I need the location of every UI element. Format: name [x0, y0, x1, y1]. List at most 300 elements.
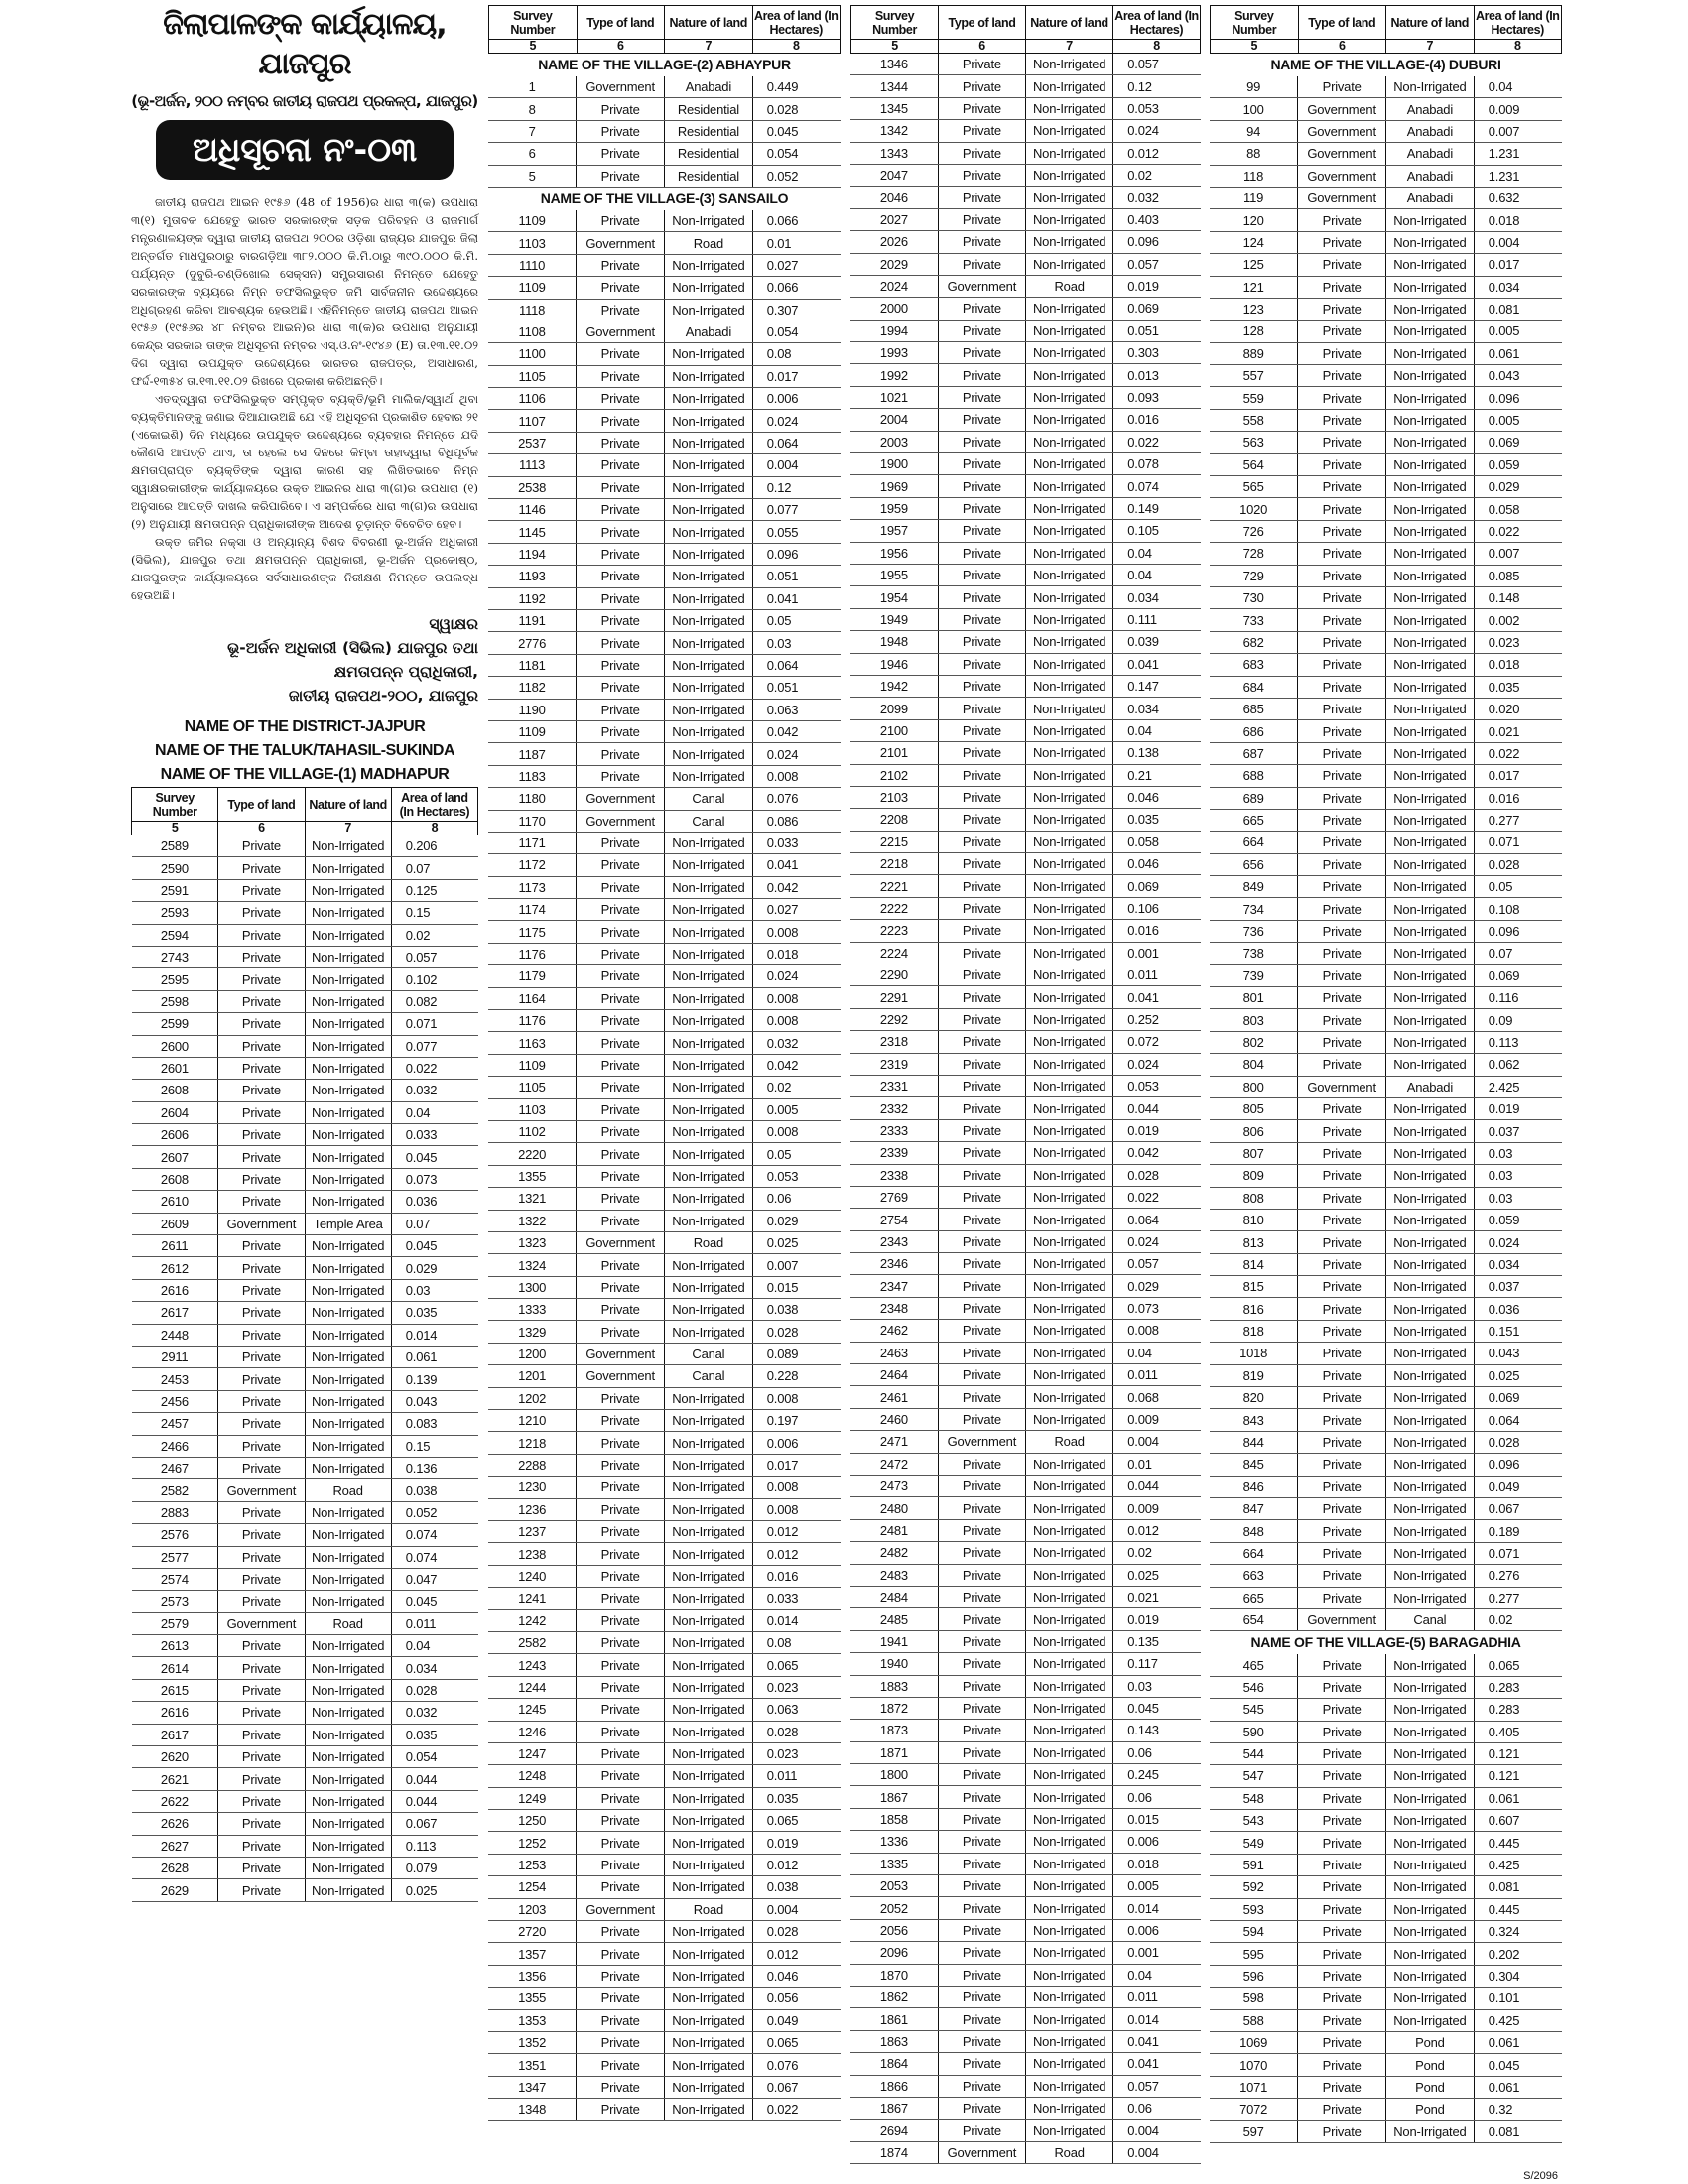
land-area-cell: 0.277 — [1474, 1587, 1562, 1608]
land-type-cell: Private — [1298, 1676, 1386, 1698]
survey-number-cell: 1175 — [488, 921, 577, 943]
land-type-cell: Government — [577, 788, 665, 810]
land-type-cell: Private — [1298, 543, 1386, 565]
land-nature-cell: Non-Irrigated — [1386, 1765, 1475, 1787]
table-row — [132, 902, 478, 924]
land-area-cell: 0.025 — [1474, 1364, 1562, 1386]
land-area-cell: 0.045 — [391, 1235, 477, 1257]
land-type-cell: Private — [577, 832, 665, 853]
table-row — [850, 1853, 1201, 1874]
land-type-cell: Private — [577, 987, 665, 1009]
land-nature-cell: Non-Irrigated — [1026, 342, 1113, 364]
survey-number-cell: 2582 — [488, 1631, 577, 1653]
survey-number-cell: 664 — [1210, 832, 1298, 853]
table-row — [488, 454, 841, 476]
land-nature-cell: Non-Irrigated — [1386, 1721, 1475, 1742]
land-nature-cell: Non-Irrigated — [1386, 1209, 1475, 1230]
footer-code: S/2096 — [1523, 2170, 1558, 2182]
land-nature-cell: Non-Irrigated — [665, 699, 753, 720]
land-type-cell: Private — [938, 1142, 1025, 1164]
table-row — [488, 1054, 841, 1076]
table-row — [1210, 765, 1562, 787]
land-nature-cell: Non-Irrigated — [1026, 1831, 1113, 1853]
survey-number-cell: 1352 — [488, 2031, 577, 2053]
land-area-cell: 0.019 — [1113, 1119, 1201, 1141]
survey-number-cell: 846 — [1210, 1476, 1298, 1497]
land-area-cell: 0.054 — [752, 321, 841, 342]
table-row — [1210, 1142, 1562, 1164]
table-row — [132, 1768, 478, 1790]
survey-number-cell: 2480 — [850, 1497, 938, 1519]
table-row — [488, 1787, 841, 1809]
table-row — [850, 1964, 1201, 1986]
table-row — [850, 1497, 1201, 1519]
land-type-cell: Private — [938, 97, 1025, 119]
land-type-cell: Private — [938, 2120, 1025, 2141]
survey-number-cell: 682 — [1210, 631, 1298, 653]
land-nature-cell: Non-Irrigated — [665, 1276, 753, 1298]
table-row — [850, 742, 1201, 764]
survey-number-cell: 800 — [1210, 1076, 1298, 1097]
table-row — [1210, 631, 1562, 653]
land-nature-cell: Non-Irrigated — [1386, 1343, 1475, 1364]
signature-block — [131, 612, 478, 707]
land-area-cell: 0.05 — [752, 609, 841, 631]
land-nature-cell: Non-Irrigated — [1026, 1408, 1113, 1430]
land-nature-cell: Non-Irrigated — [665, 609, 753, 631]
land-type-cell: Private — [1298, 520, 1386, 542]
table-row — [488, 1609, 841, 1631]
land-area-cell: 0.076 — [752, 788, 841, 810]
land-nature-cell: Anabadi — [1386, 143, 1475, 165]
column-header: Survey Number — [132, 788, 218, 822]
table-row — [488, 810, 841, 832]
table-row — [1210, 1498, 1562, 1520]
land-nature-cell: Non-Irrigated — [665, 921, 753, 943]
land-nature-cell: Non-Irrigated — [665, 2009, 753, 2031]
table-row — [850, 142, 1201, 164]
survey-number-cell: 2607 — [132, 1146, 218, 1168]
survey-number-cell: 1110 — [488, 254, 577, 276]
land-type-cell: Private — [938, 897, 1025, 919]
land-area-cell: 0.04 — [1113, 1342, 1201, 1363]
land-type-cell: Private — [1298, 1542, 1386, 1564]
land-nature-cell: Non-Irrigated — [1026, 608, 1113, 630]
table-row — [1210, 1097, 1562, 1119]
survey-number-cell: 1109 — [488, 720, 577, 742]
land-nature-cell: Non-Irrigated — [1026, 1364, 1113, 1386]
land-area-cell: 0.023 — [752, 1742, 841, 1764]
survey-number-cell: 2100 — [850, 719, 938, 741]
land-type-cell: Private — [1298, 1654, 1386, 1676]
village-heading: NAME OF THE VILLAGE-(3) SANSAILO — [540, 190, 789, 206]
land-type-cell: Private — [1298, 209, 1386, 231]
land-area-cell: 0.03 — [1474, 1187, 1562, 1209]
land-nature-cell: Non-Irrigated — [1026, 1053, 1113, 1075]
land-nature-cell: Non-Irrigated — [1026, 187, 1113, 208]
land-type-cell: Private — [1298, 1454, 1386, 1476]
land-area-cell: 0.044 — [391, 1768, 477, 1790]
land-nature-cell: Non-Irrigated — [1026, 2030, 1113, 2052]
land-nature-cell: Non-Irrigated — [305, 1368, 391, 1390]
land-type-cell: Private — [1298, 276, 1386, 298]
survey-number-cell: 2338 — [850, 1164, 938, 1186]
column-number: 6 — [218, 822, 305, 835]
table-row — [1210, 565, 1562, 586]
survey-number-cell: 814 — [1210, 1253, 1298, 1275]
table-row — [1210, 432, 1562, 453]
land-type-cell: Private — [938, 631, 1025, 653]
land-type-cell: Private — [938, 54, 1025, 75]
table-row — [1210, 2031, 1562, 2053]
survey-number-cell: 2600 — [132, 1035, 218, 1057]
land-nature-cell: Non-Irrigated — [1386, 342, 1475, 364]
land-area-cell: 0.096 — [1474, 920, 1562, 942]
land-area-cell: 0.069 — [1113, 298, 1201, 320]
land-type-cell: Private — [938, 1853, 1025, 1874]
survey-number-cell: 843 — [1210, 1409, 1298, 1431]
land-nature-cell: Non-Irrigated — [665, 1787, 753, 1809]
table-row — [1210, 1921, 1562, 1943]
land-area-cell: 0.018 — [1113, 1853, 1201, 1874]
land-type-cell: Private — [938, 453, 1025, 475]
table-row — [488, 476, 841, 498]
land-type-cell: Private — [1298, 1898, 1386, 1920]
land-nature-cell: Non-Irrigated — [305, 924, 391, 946]
table-row — [488, 1432, 841, 1454]
land-area-cell: 0.028 — [1474, 853, 1562, 875]
column-header: Type of land — [939, 6, 1026, 40]
survey-number-cell: 1236 — [488, 1498, 577, 1520]
table-row — [850, 1297, 1201, 1319]
land-area-cell: 0.043 — [1474, 1343, 1562, 1364]
survey-number-cell: 1105 — [488, 365, 577, 387]
table-row — [488, 1143, 841, 1165]
survey-number-cell: 1355 — [488, 1165, 577, 1187]
land-area-cell: 0.008 — [752, 987, 841, 1009]
survey-number-cell: 2004 — [850, 409, 938, 431]
land-nature-cell: Non-Irrigated — [665, 965, 753, 987]
land-nature-cell: Residential — [665, 143, 753, 165]
table-header-row — [851, 6, 1201, 40]
land-type-cell: Private — [938, 1497, 1025, 1519]
survey-number-cell: 1874 — [850, 2141, 938, 2163]
survey-number-cell: 2333 — [850, 1119, 938, 1141]
survey-number-cell: 2472 — [850, 1453, 938, 1475]
land-area-cell: 0.009 — [1113, 1408, 1201, 1430]
survey-number-cell: 2617 — [132, 1724, 218, 1745]
land-nature-cell: Non-Irrigated — [305, 1635, 391, 1657]
survey-number-cell: 819 — [1210, 1364, 1298, 1386]
land-nature-cell: Non-Irrigated — [305, 990, 391, 1012]
land-nature-cell: Non-Irrigated — [1026, 742, 1113, 764]
survey-number-cell: 1946 — [850, 653, 938, 675]
land-nature-cell: Non-Irrigated — [1386, 742, 1475, 764]
table-row — [488, 2076, 841, 2098]
land-area-cell: 0.066 — [752, 210, 841, 232]
table-row — [850, 1519, 1201, 1541]
land-area-cell: 0.046 — [752, 1965, 841, 1987]
land-nature-cell: Non-Irrigated — [1026, 1275, 1113, 1297]
table-row — [850, 1053, 1201, 1075]
land-type-cell: Private — [577, 632, 665, 654]
land-type-cell: Private — [577, 921, 665, 943]
table-row — [132, 1168, 478, 1190]
land-nature-cell: Non-Irrigated — [1386, 1587, 1475, 1608]
table-row — [850, 97, 1201, 119]
column-number: 8 — [1474, 40, 1562, 54]
survey-number-cell: 2319 — [850, 1053, 938, 1075]
table-row — [1210, 654, 1562, 676]
land-type-cell: Private — [938, 1075, 1025, 1096]
land-type-cell: Private — [938, 2097, 1025, 2119]
land-area-cell: 0.021 — [1474, 720, 1562, 742]
survey-number-cell: 563 — [1210, 432, 1298, 453]
land-nature-cell: Non-Irrigated — [1026, 1142, 1113, 1164]
land-type-cell: Private — [577, 1387, 665, 1409]
table-row — [488, 2054, 841, 2076]
land-area-cell: 0.016 — [1474, 787, 1562, 809]
table-row — [850, 1164, 1201, 1186]
land-type-cell: Private — [218, 1080, 305, 1101]
survey-number-cell: 2593 — [132, 902, 218, 924]
land-type-cell: Private — [577, 454, 665, 476]
survey-number-cell: 729 — [1210, 565, 1298, 586]
land-nature-cell: Anabadi — [1386, 165, 1475, 187]
survey-number-cell: 1176 — [488, 1010, 577, 1032]
survey-number-cell: 120 — [1210, 209, 1298, 231]
survey-number-cell: 557 — [1210, 365, 1298, 387]
land-type-cell: Private — [1298, 1765, 1386, 1787]
table-row — [488, 1299, 841, 1321]
land-type-cell: Private — [938, 2075, 1025, 2097]
table-row — [488, 1343, 841, 1364]
land-area-cell: 0.082 — [391, 990, 477, 1012]
survey-number-cell: 2463 — [850, 1342, 938, 1363]
land-type-cell: Private — [1298, 832, 1386, 853]
land-area-cell: 0.053 — [752, 1165, 841, 1187]
land-area-cell: 0.045 — [391, 1591, 477, 1612]
table-row — [1210, 1898, 1562, 1920]
land-type-cell: Private — [577, 609, 665, 631]
land-type-cell: Government — [1298, 165, 1386, 187]
land-area-cell: 0.025 — [1113, 1564, 1201, 1586]
survey-number-cell: 2029 — [850, 253, 938, 275]
land-nature-cell: Non-Irrigated — [1026, 1230, 1113, 1252]
land-type-cell: Private — [218, 1057, 305, 1079]
table-row — [1210, 1742, 1562, 1764]
land-type-cell: Private — [938, 1808, 1025, 1830]
land-type-cell: Private — [218, 968, 305, 990]
land-nature-cell: Non-Irrigated — [1386, 853, 1475, 875]
survey-number-cell: 1353 — [488, 2009, 577, 2031]
land-nature-cell: Non-Irrigated — [665, 1988, 753, 2009]
land-type-cell: Private — [1298, 586, 1386, 608]
table-row — [1210, 2076, 1562, 2098]
land-type-cell: Private — [938, 1119, 1025, 1141]
survey-number-cell: 1949 — [850, 608, 938, 630]
land-area-cell: 0.029 — [752, 1210, 841, 1231]
land-nature-cell: Non-Irrigated — [1386, 276, 1475, 298]
land-area-cell: 0.065 — [752, 1654, 841, 1676]
land-nature-cell: Residential — [665, 98, 753, 120]
survey-number-cell: 2292 — [850, 1008, 938, 1030]
survey-number-cell: 1870 — [850, 1964, 938, 1986]
table-row — [488, 876, 841, 898]
land-type-cell: Private — [218, 1101, 305, 1123]
land-area-cell: 0.067 — [752, 2076, 841, 2098]
survey-number-cell: 2464 — [850, 1364, 938, 1386]
table-row — [850, 1897, 1201, 1919]
survey-number-cell: 813 — [1210, 1231, 1298, 1253]
table-row — [488, 1943, 841, 1965]
table-row — [850, 497, 1201, 519]
survey-number-cell: 2003 — [850, 431, 938, 452]
land-type-cell: Private — [1298, 1298, 1386, 1320]
land-area-cell: 0.045 — [391, 1146, 477, 1168]
land-type-cell: Private — [577, 1654, 665, 1676]
land-nature-cell: Non-Irrigated — [305, 1768, 391, 1790]
land-area-cell: 0.02 — [1113, 1542, 1201, 1564]
land-table-header — [1210, 5, 1562, 54]
land-nature-cell: Non-Irrigated — [1386, 1409, 1475, 1431]
survey-number-cell: 125 — [1210, 254, 1298, 276]
land-type-cell: Government — [218, 1479, 305, 1501]
table-row — [850, 698, 1201, 719]
survey-number-cell: 1321 — [488, 1188, 577, 1210]
survey-number-cell: 1862 — [850, 1986, 938, 2007]
table-row — [850, 1431, 1201, 1453]
land-type-cell: Private — [577, 543, 665, 565]
survey-number-cell: 1109 — [488, 277, 577, 299]
land-type-cell: Private — [577, 299, 665, 321]
table-row — [850, 275, 1201, 297]
land-type-cell: Private — [1298, 1364, 1386, 1386]
land-type-cell: Private — [938, 1275, 1025, 1297]
land-type-cell: Private — [577, 165, 665, 187]
signature-line: ଭୂ-ଅର୍ଜନ ଅଧିକାରୀ (ସିଭିଲ) ଯାଜପୁର ତଥା — [227, 639, 478, 657]
land-nature-cell: Non-Irrigated — [1386, 1165, 1475, 1187]
land-nature-cell: Non-Irrigated — [1386, 898, 1475, 920]
land-area-cell: 0.049 — [1474, 1476, 1562, 1497]
land-type-cell: Private — [218, 1568, 305, 1590]
land-area-cell: 0.096 — [1113, 231, 1201, 253]
land-nature-cell: Non-Irrigated — [665, 299, 753, 321]
land-type-cell: Private — [1298, 2099, 1386, 2120]
table-row — [488, 1454, 841, 1476]
land-type-cell: Private — [577, 1699, 665, 1721]
village-heading: NAME OF THE VILLAGE-(1) MADHAPUR — [160, 766, 450, 783]
land-nature-cell: Non-Irrigated — [1386, 720, 1475, 742]
land-area-cell: 0.32 — [1474, 2099, 1562, 2120]
survey-number-cell: 2617 — [132, 1302, 218, 1324]
land-area-cell: 0.074 — [391, 1546, 477, 1568]
table-row — [850, 1075, 1201, 1096]
land-area-cell: 0.057 — [391, 946, 477, 967]
land-nature-cell: Non-Irrigated — [1026, 2053, 1113, 2075]
table-row — [132, 1457, 478, 1478]
land-area-cell: 0.002 — [1474, 609, 1562, 631]
land-nature-cell: Non-Irrigated — [1386, 698, 1475, 719]
column-header: Nature of land — [305, 788, 391, 822]
land-nature-cell: Non-Irrigated — [1026, 2120, 1113, 2141]
land-type-cell: Private — [577, 1188, 665, 1210]
survey-number-cell: 654 — [1210, 1608, 1298, 1630]
survey-number-cell: 1179 — [488, 965, 577, 987]
survey-number-cell: 545 — [1210, 1699, 1298, 1721]
land-nature-cell: Non-Irrigated — [665, 1477, 753, 1498]
table-row — [1210, 1965, 1562, 1987]
land-nature-cell: Non-Irrigated — [1026, 497, 1113, 519]
land-area-cell: 0.03 — [1113, 1675, 1201, 1697]
survey-number-cell: 2616 — [132, 1279, 218, 1301]
land-type-cell: Private — [938, 853, 1025, 875]
land-area-cell: 0.08 — [752, 1631, 841, 1653]
office-subtitle: (ଭୂ-ଅର୍ଜନ, ୨୦୦ ନମ୍ବର ଜାତୀୟ ରାଜପଥ ପ୍ରକଳ୍ପ, ଯାଜପୁର) — [131, 92, 478, 110]
survey-number-cell: 1346 — [850, 54, 938, 75]
table-row — [850, 164, 1201, 186]
land-type-cell: Government — [938, 1431, 1025, 1453]
survey-number-cell: 2629 — [132, 1879, 218, 1901]
land-type-cell: Private — [1298, 1854, 1386, 1875]
survey-number-cell: 544 — [1210, 1742, 1298, 1764]
land-area-cell: 0.005 — [1474, 409, 1562, 431]
land-nature-cell: Non-Irrigated — [665, 1498, 753, 1520]
survey-number-cell: 2290 — [850, 964, 938, 986]
land-area-cell: 0.059 — [1474, 1209, 1562, 1230]
land-area-cell: 0.083 — [391, 1413, 477, 1435]
land-area-cell: 0.304 — [1474, 1965, 1562, 1987]
land-type-cell: Private — [577, 1676, 665, 1698]
survey-number-cell: 2776 — [488, 632, 577, 654]
land-nature-cell: Anabadi — [1386, 98, 1475, 120]
table-header-row — [132, 788, 478, 822]
survey-number-cell: 2103 — [850, 786, 938, 808]
table-row — [132, 1302, 478, 1324]
survey-number-cell: 123 — [1210, 298, 1298, 320]
land-area-cell: 0.276 — [1474, 1565, 1562, 1587]
survey-number-cell: 1021 — [850, 386, 938, 408]
survey-number-cell: 1174 — [488, 899, 577, 921]
land-nature-cell: Non-Irrigated — [305, 1879, 391, 1901]
survey-number-cell: 543 — [1210, 1810, 1298, 1832]
survey-number-cell: 2604 — [132, 1101, 218, 1123]
table-row — [488, 1032, 841, 1054]
land-type-cell: Government — [577, 810, 665, 832]
land-nature-cell: Non-Irrigated — [1026, 1075, 1113, 1096]
survey-number-cell: 1343 — [850, 142, 938, 164]
survey-number-cell: 1323 — [488, 1231, 577, 1253]
table-row — [488, 1921, 841, 1943]
table-row — [850, 853, 1201, 875]
land-area-cell: 0.151 — [1474, 1320, 1562, 1342]
survey-number-cell: 2291 — [850, 986, 938, 1008]
land-area-cell: 0.607 — [1474, 1810, 1562, 1832]
land-nature-cell: Non-Irrigated — [665, 410, 753, 432]
land-nature-cell: Non-Irrigated — [1386, 1921, 1475, 1943]
table-row — [1210, 1876, 1562, 1898]
land-area-cell: 0.016 — [1113, 409, 1201, 431]
land-nature-cell: Non-Irrigated — [1026, 475, 1113, 497]
land-area-cell: 0.051 — [752, 566, 841, 587]
land-type-cell: Government — [938, 2141, 1025, 2163]
land-area-cell: 0.045 — [752, 120, 841, 142]
land-nature-cell: Non-Irrigated — [665, 1387, 753, 1409]
survey-number-cell: 1242 — [488, 1609, 577, 1631]
table-row — [850, 1586, 1201, 1607]
land-type-cell: Private — [577, 1588, 665, 1609]
survey-number-cell: 1333 — [488, 1299, 577, 1321]
